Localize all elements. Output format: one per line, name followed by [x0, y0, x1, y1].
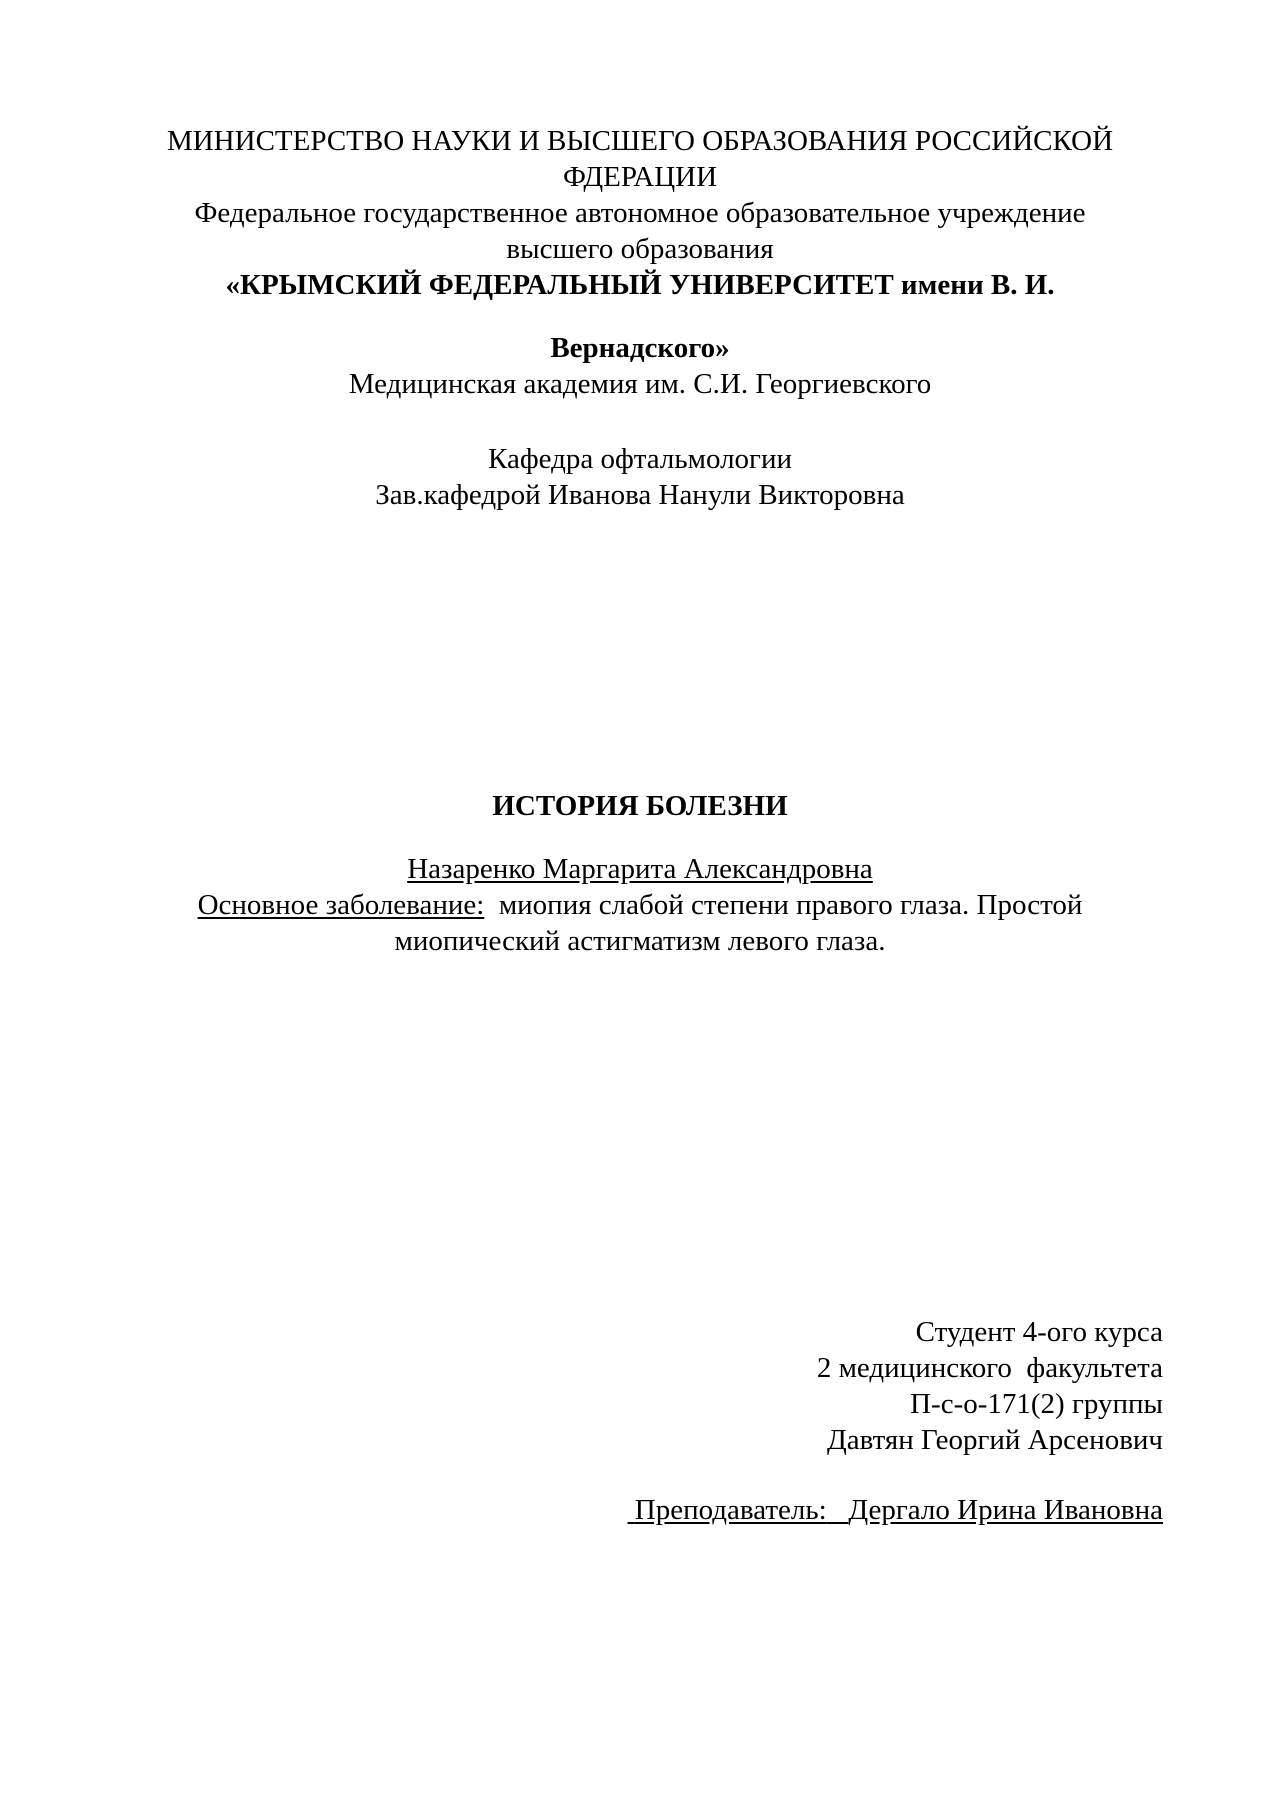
university-line-2: Вернадского» [550, 332, 730, 364]
teacher-name: Дергало Ирина Ивановна [848, 1494, 1163, 1526]
student-course: Студент 4-ого курса [915, 1316, 1163, 1348]
ministry-line-2: ФДЕРАЦИИ [562, 161, 718, 193]
department-line: Кафедра офтальмологии [487, 443, 792, 475]
student-group: П-с-о-171(2) группы [910, 1388, 1163, 1420]
diagnosis-label: Основное заболевание: [197, 889, 485, 921]
document-title: ИСТОРИЯ БОЛЕЗНИ [492, 790, 788, 822]
department-head-line: Зав.кафедрой Иванова Нанули Викторовна [375, 479, 905, 511]
teacher-line [628, 1492, 1163, 1528]
student-name: Давтян Георгий Арсенович [827, 1424, 1163, 1456]
ministry-line-1: МИНИСТЕРСТВО НАУКИ И ВЫСШЕГО ОБРАЗОВАНИЯ РОССИЙСКОЙ [166, 125, 1114, 157]
diagnosis-line-1 [0, 887, 1280, 923]
diagnosis-line-2: миопический астигматизм левого глаза. [394, 925, 886, 957]
institution-line-1: Федеральное государственное автономное образовательное учреждение [194, 197, 1086, 229]
patient-name-line [0, 851, 1280, 887]
institution-line-2: высшего образования [506, 233, 774, 265]
teacher-label: Преподаватель: [634, 1494, 827, 1526]
student-faculty [817, 1350, 1163, 1386]
student-faculty-text: 2 медицинского факультета [816, 1352, 1163, 1384]
patient-name: Назаренко Маргарита Александровна [407, 853, 873, 885]
university-line-1: «КРЫМСКИЙ ФЕДЕРАЛЬНЫЙ УНИВЕРСИТЕТ имени В. И. [225, 269, 1055, 301]
academy-line: Медицинская академия им. С.И. Георгиевского [348, 368, 932, 400]
diagnosis-text-1: миопия слабой степени правого глаза. Простой [498, 889, 1083, 921]
